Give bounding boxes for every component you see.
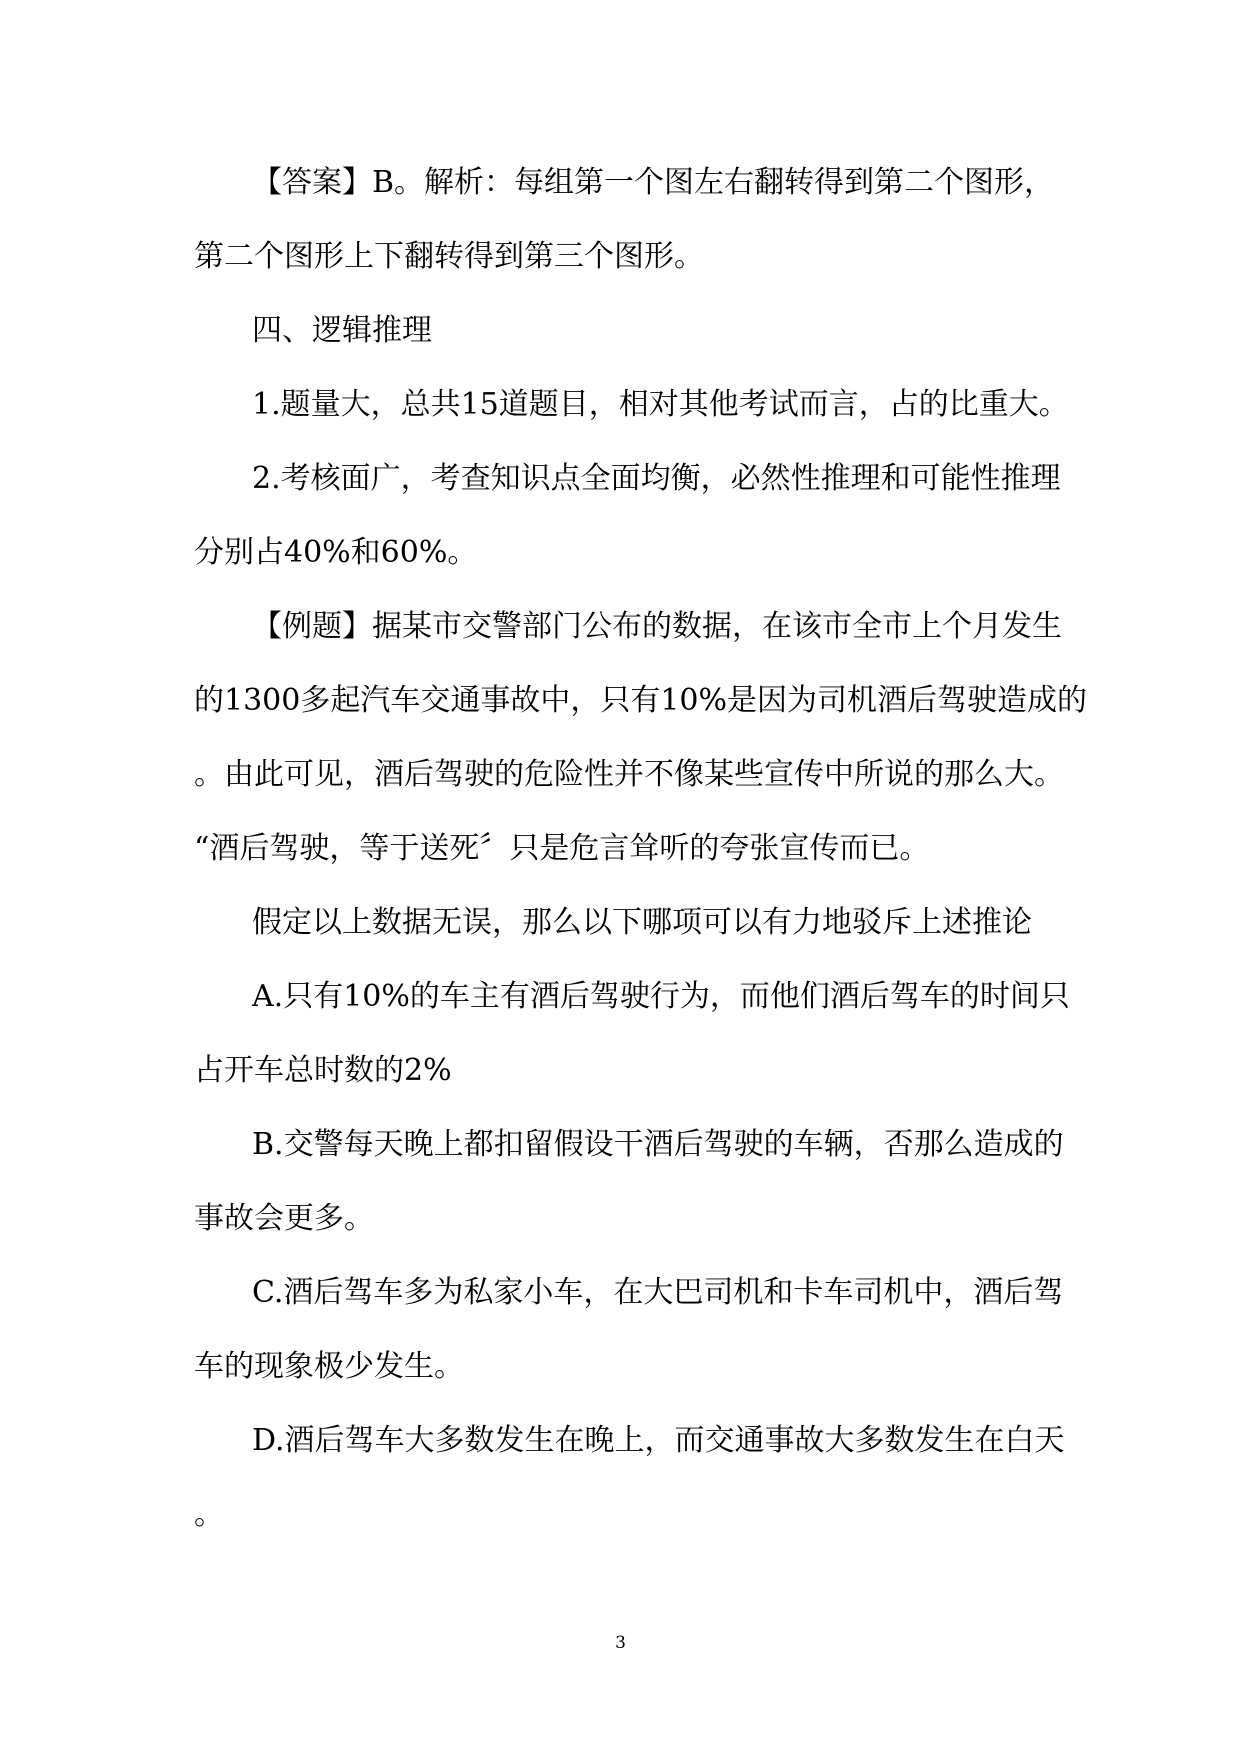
- option-a-line-2: 占开车总时数的2%: [194, 1053, 452, 1088]
- point-2-line-1: 2.考核面广，考查知识点全面均衡，必然性推理和可能性推理: [252, 461, 1061, 496]
- option-b-line-2: 事故会更多。: [194, 1201, 374, 1236]
- page-number: 3: [615, 1633, 626, 1653]
- answer-line-1: 【答案】B。解析：每组第一个图左右翻转得到第二个图形，: [252, 165, 1055, 200]
- section-heading: 四、逻辑推理: [252, 313, 432, 348]
- example-line-3: 。由此可见，酒后驾驶的危险性并不像某些宣传中所说的那么大。: [194, 757, 1064, 792]
- example-line-4: “酒后驾驶，等于送死〞只是危言耸听的夸张宣传而已。: [194, 831, 930, 866]
- point-1: 1.题量大，总共15道题目，相对其他考试而言，占的比重大。: [252, 387, 1069, 422]
- point-2-line-2: 分别占40%和60%。: [194, 535, 478, 570]
- option-d-line-1: D.酒后驾车大多数发生在晚上，而交通事故大多数发生在白天: [252, 1423, 1065, 1458]
- option-c-line-2: 车的现象极少发生。: [194, 1349, 464, 1384]
- question-line: 假定以上数据无误，那么以下哪项可以有力地驳斥上述推论: [252, 905, 1032, 940]
- option-c-line-1: C.酒后驾车多为私家小车，在大巴司机和卡车司机中，酒后驾: [252, 1275, 1064, 1310]
- example-line-1: 【例题】据某市交警部门公布的数据，在该市全市上个月发生: [252, 609, 1062, 644]
- example-line-2: 的1300多起汽车交通事故中，只有10%是因为司机酒后驾驶造成的: [194, 683, 1088, 718]
- option-b-line-1: B.交警每天晚上都扣留假设干酒后驾驶的车辆，否那么造成的: [252, 1127, 1064, 1162]
- option-d-line-2: 。: [194, 1497, 224, 1532]
- answer-line-2: 第二个图形上下翻转得到第三个图形。: [194, 239, 704, 274]
- option-a-line-1: A.只有10%的车主有酒后驾驶行为，而他们酒后驾车的时间只: [252, 979, 1070, 1014]
